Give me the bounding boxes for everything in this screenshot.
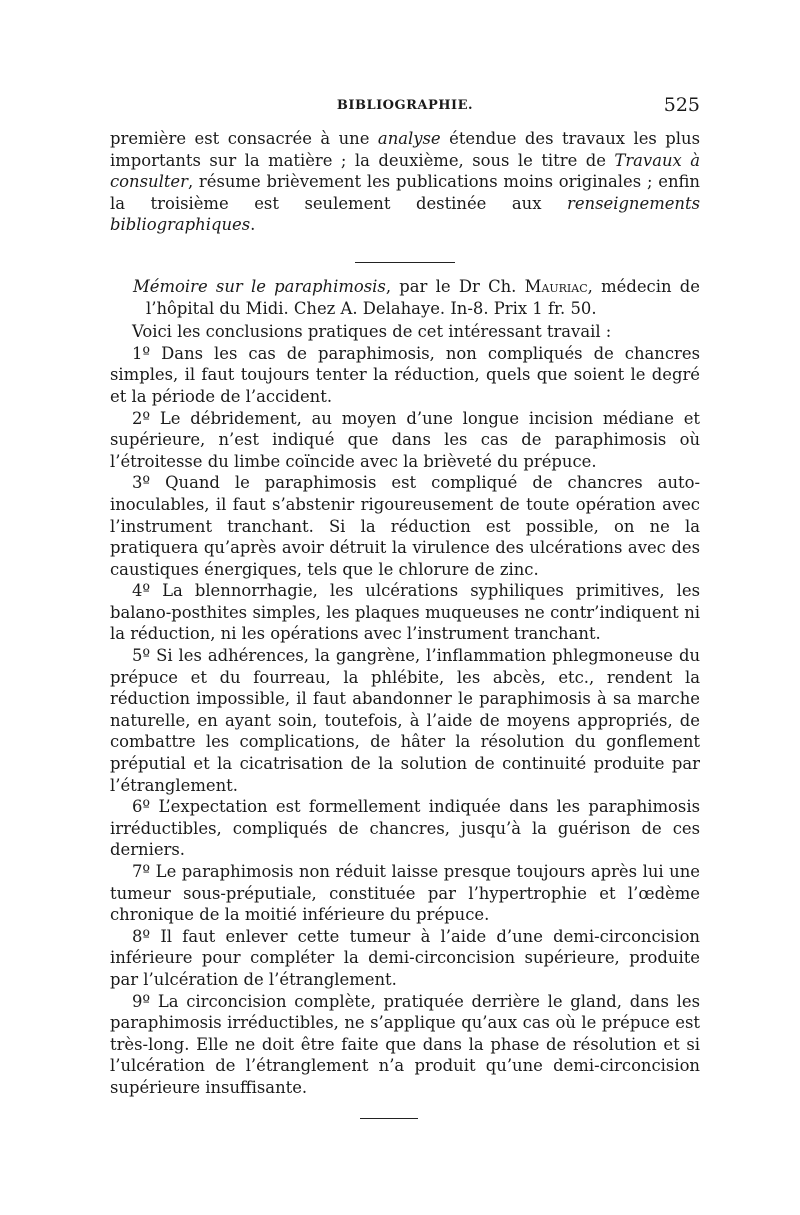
intro-text-2: étendue des travaux les plus importants sur la matière ; la deuxième, sous le titre de [110,129,700,170]
conclusion-3: 3º Quand le paraphimosis est compliqué de chancres auto-inoculables, il faut s’abstenir rigoureusement de toute opération avec l’instrument tranchant. Si la réduction est possible, on ne la pratiquera qu’après avoir détruit la virulence des ulcérations avec des caustiques énergiques, tels que le chlorure de zinc. [110,473,700,579]
conclusion-2: 2º Le débridement, au moyen d’une longue incision médiane et supérieure, n’est indiqué que dans les cas de paraphimosis où l’étroitesse du limbe coïncide avec la brièveté du prépuce. [110,408,700,471]
intro-emphasis-3: renseignements bibliographiques [110,193,700,235]
conclusion-9: 9º La circoncision complète, pratiquée derrière le gland, dans les paraphimosis irréductibles, ne s’applique qu’aux cas où le prépuce est très-long. Elle ne doit être faite que dans la phase de résolution et si l’ulcération de l’étranglement n’a produit qu’une demi-circoncision supérieure insuffisante. [110,991,700,1097]
section-divider [355,262,455,263]
entry-title: Mémoire sur le paraphimosis [133,276,386,296]
intro-text-4: . [250,215,256,235]
intro-emphasis-2: Travaux à consulter [110,150,700,192]
conclusion-1: 1º Dans les cas de paraphimosis, non compliqués de chancres simples, il faut toujours tenter la réduction, quels que soient le degré et la période de l’accident. [110,343,700,406]
conclusion-7: 7º Le paraphimosis non réduit laisse presque toujours après lui une tumeur sous-préputiale, constituée par l’hypertrophie et l’œdème chronique de la moitié inférieure du prépuce. [110,862,700,925]
conclusion-8: 8º Il faut enlever cette tumeur à l’aide d’une demi-circoncision inférieure pour compléter la demi-circoncision supérieure, produite par l’ulcération de l’étranglement. [110,926,700,989]
intro-paragraph [110,128,700,236]
entry-author: Mauriac [524,276,588,296]
page-number: 525 [663,94,700,116]
intro-text-3: , résume brièvement les publications moins originales ; enfin la troisième est seulement destinée aux [110,172,700,213]
intro-emphasis-1: analyse [377,129,441,148]
running-head [110,94,700,122]
conclusion-4: 4º La blennorrhagie, les ulcérations syphiliques primitives, les balano-posthites simples, les plaques muqueuses ne contr’indiquent ni la réduction, ni les opérations avec l’instrument tranchant. [110,581,700,644]
body-text [110,128,700,1099]
conclusion-6: 6º L’expectation est formellement indiquée dans les paraphimosis irréductibles, compliqués de chancres, jusqu’à la guérison de ces derniers. [110,797,700,860]
paragraph-intro: Voici les conclusions pratiques de cet intéressant travail : [132,322,612,342]
entry-heading [110,276,700,319]
end-divider [360,1118,418,1119]
running-title: BIBLIOGRAPHIE. [336,98,474,113]
conclusion-5: 5º Si les adhérences, la gangrène, l’inflammation phlegmoneuse du prépuce et du fourreau, la phlébite, les abcès, etc., rendent la réduction impossible, il faut abandonner le paraphimosis à sa marche naturelle, en ayant soin, toutefois, à l’aide de moyens appropriés, de combattre les complications, de hâter la résolution du gonflement préputial et la cicatrisation de la solution de continuité produite par l’étranglement. [110,646,700,795]
intro-text-1: première est consacrée à une [110,129,378,148]
entry-text-2: , médecin de l’hôpital du Midi. Chez A. Delahaye. In-8. Prix 1 fr. 50. [146,276,700,318]
entry-text-1: , par le Dr Ch. [385,276,525,296]
